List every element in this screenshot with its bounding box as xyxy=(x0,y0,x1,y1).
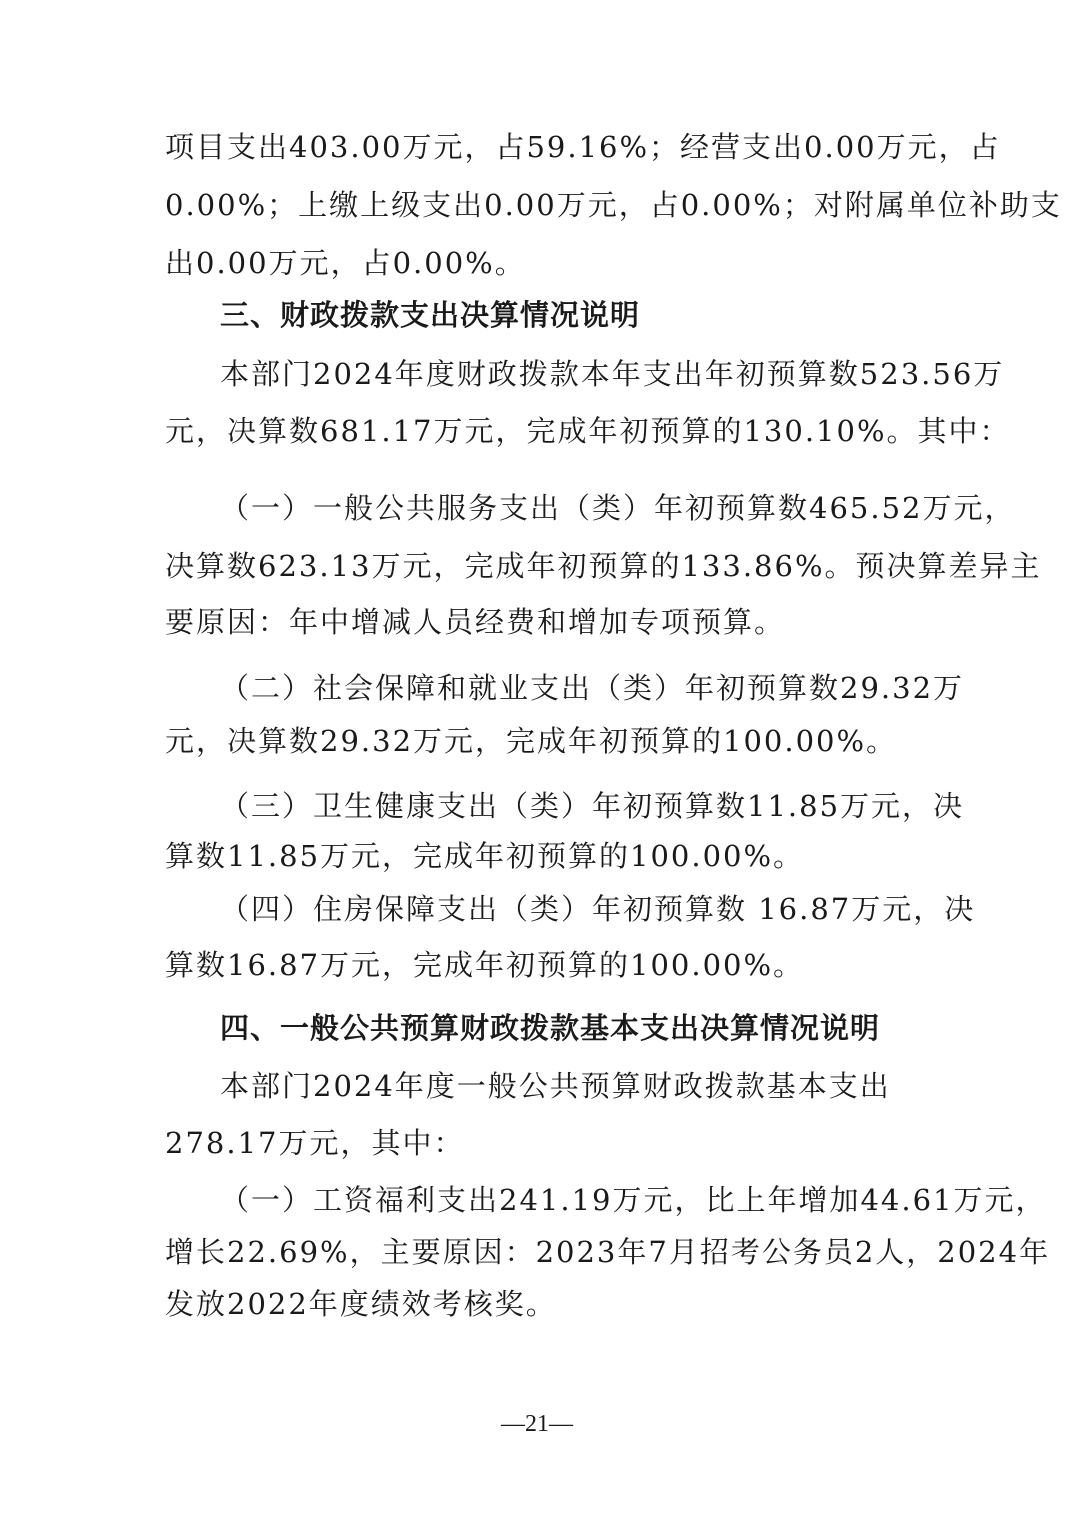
paragraph-line: （一）工资福利支出241.19万元，比上年增加44.61万元， xyxy=(220,1183,1047,1217)
paragraph-line: 本部门2024年度一般公共预算财政拨款基本支出 xyxy=(220,1069,891,1103)
paragraph-line: 算数16.87万元，完成年初预算的100.00%。 xyxy=(165,948,805,982)
paragraph-line: 0.00%；上缴上级支出0.00万元，占0.00%；对附属单位补助支 xyxy=(165,188,1062,222)
paragraph-line: （四）住房保障支出（类）年初预算数 16.87万元，决 xyxy=(220,892,976,926)
paragraph-line: 本部门2024年度财政拨款本年支出年初预算数523.56万 xyxy=(220,357,1005,391)
paragraph-line: 决算数623.13万元，完成年初预算的133.86%。预决算差异主 xyxy=(165,549,1042,583)
paragraph-line: （二）社会保障和就业支出（类）年初预算数29.32万 xyxy=(220,671,965,705)
page-number: —21— xyxy=(501,1411,573,1437)
paragraph-line: 要原因：年中增减人员经费和增加专项预算。 xyxy=(165,605,786,639)
paragraph-line: 项目支出403.00万元，占59.16%；经营支出0.00万元，占 xyxy=(165,130,1001,164)
paragraph-line: 元，决算数681.17万元，完成年初预算的130.10%。其中： xyxy=(165,414,1011,448)
paragraph-line: 发放2022年度绩效考核奖。 xyxy=(165,1287,557,1321)
paragraph-line: 出0.00万元，占0.00%。 xyxy=(165,246,526,280)
paragraph-line: （一）一般公共服务支出（类）年初预算数465.52万元， xyxy=(220,491,1016,525)
paragraph-line: 278.17万元，其中： xyxy=(165,1126,465,1160)
paragraph-line: 算数11.85万元，完成年初预算的100.00%。 xyxy=(165,839,805,873)
section-heading-3: 三、财政拨款支出决算情况说明 xyxy=(220,298,641,332)
section-heading-4: 四、一般公共预算财政拨款基本支出决算情况说明 xyxy=(220,1011,881,1045)
paragraph-line: 增长22.69%，主要原因：2023年7月招考公务员2人，2024年 xyxy=(165,1235,1051,1269)
paragraph-line: （三）卫生健康支出（类）年初预算数11.85万元，决 xyxy=(220,789,965,823)
paragraph-line: 元，决算数29.32万元，完成年初预算的100.00%。 xyxy=(165,724,898,758)
